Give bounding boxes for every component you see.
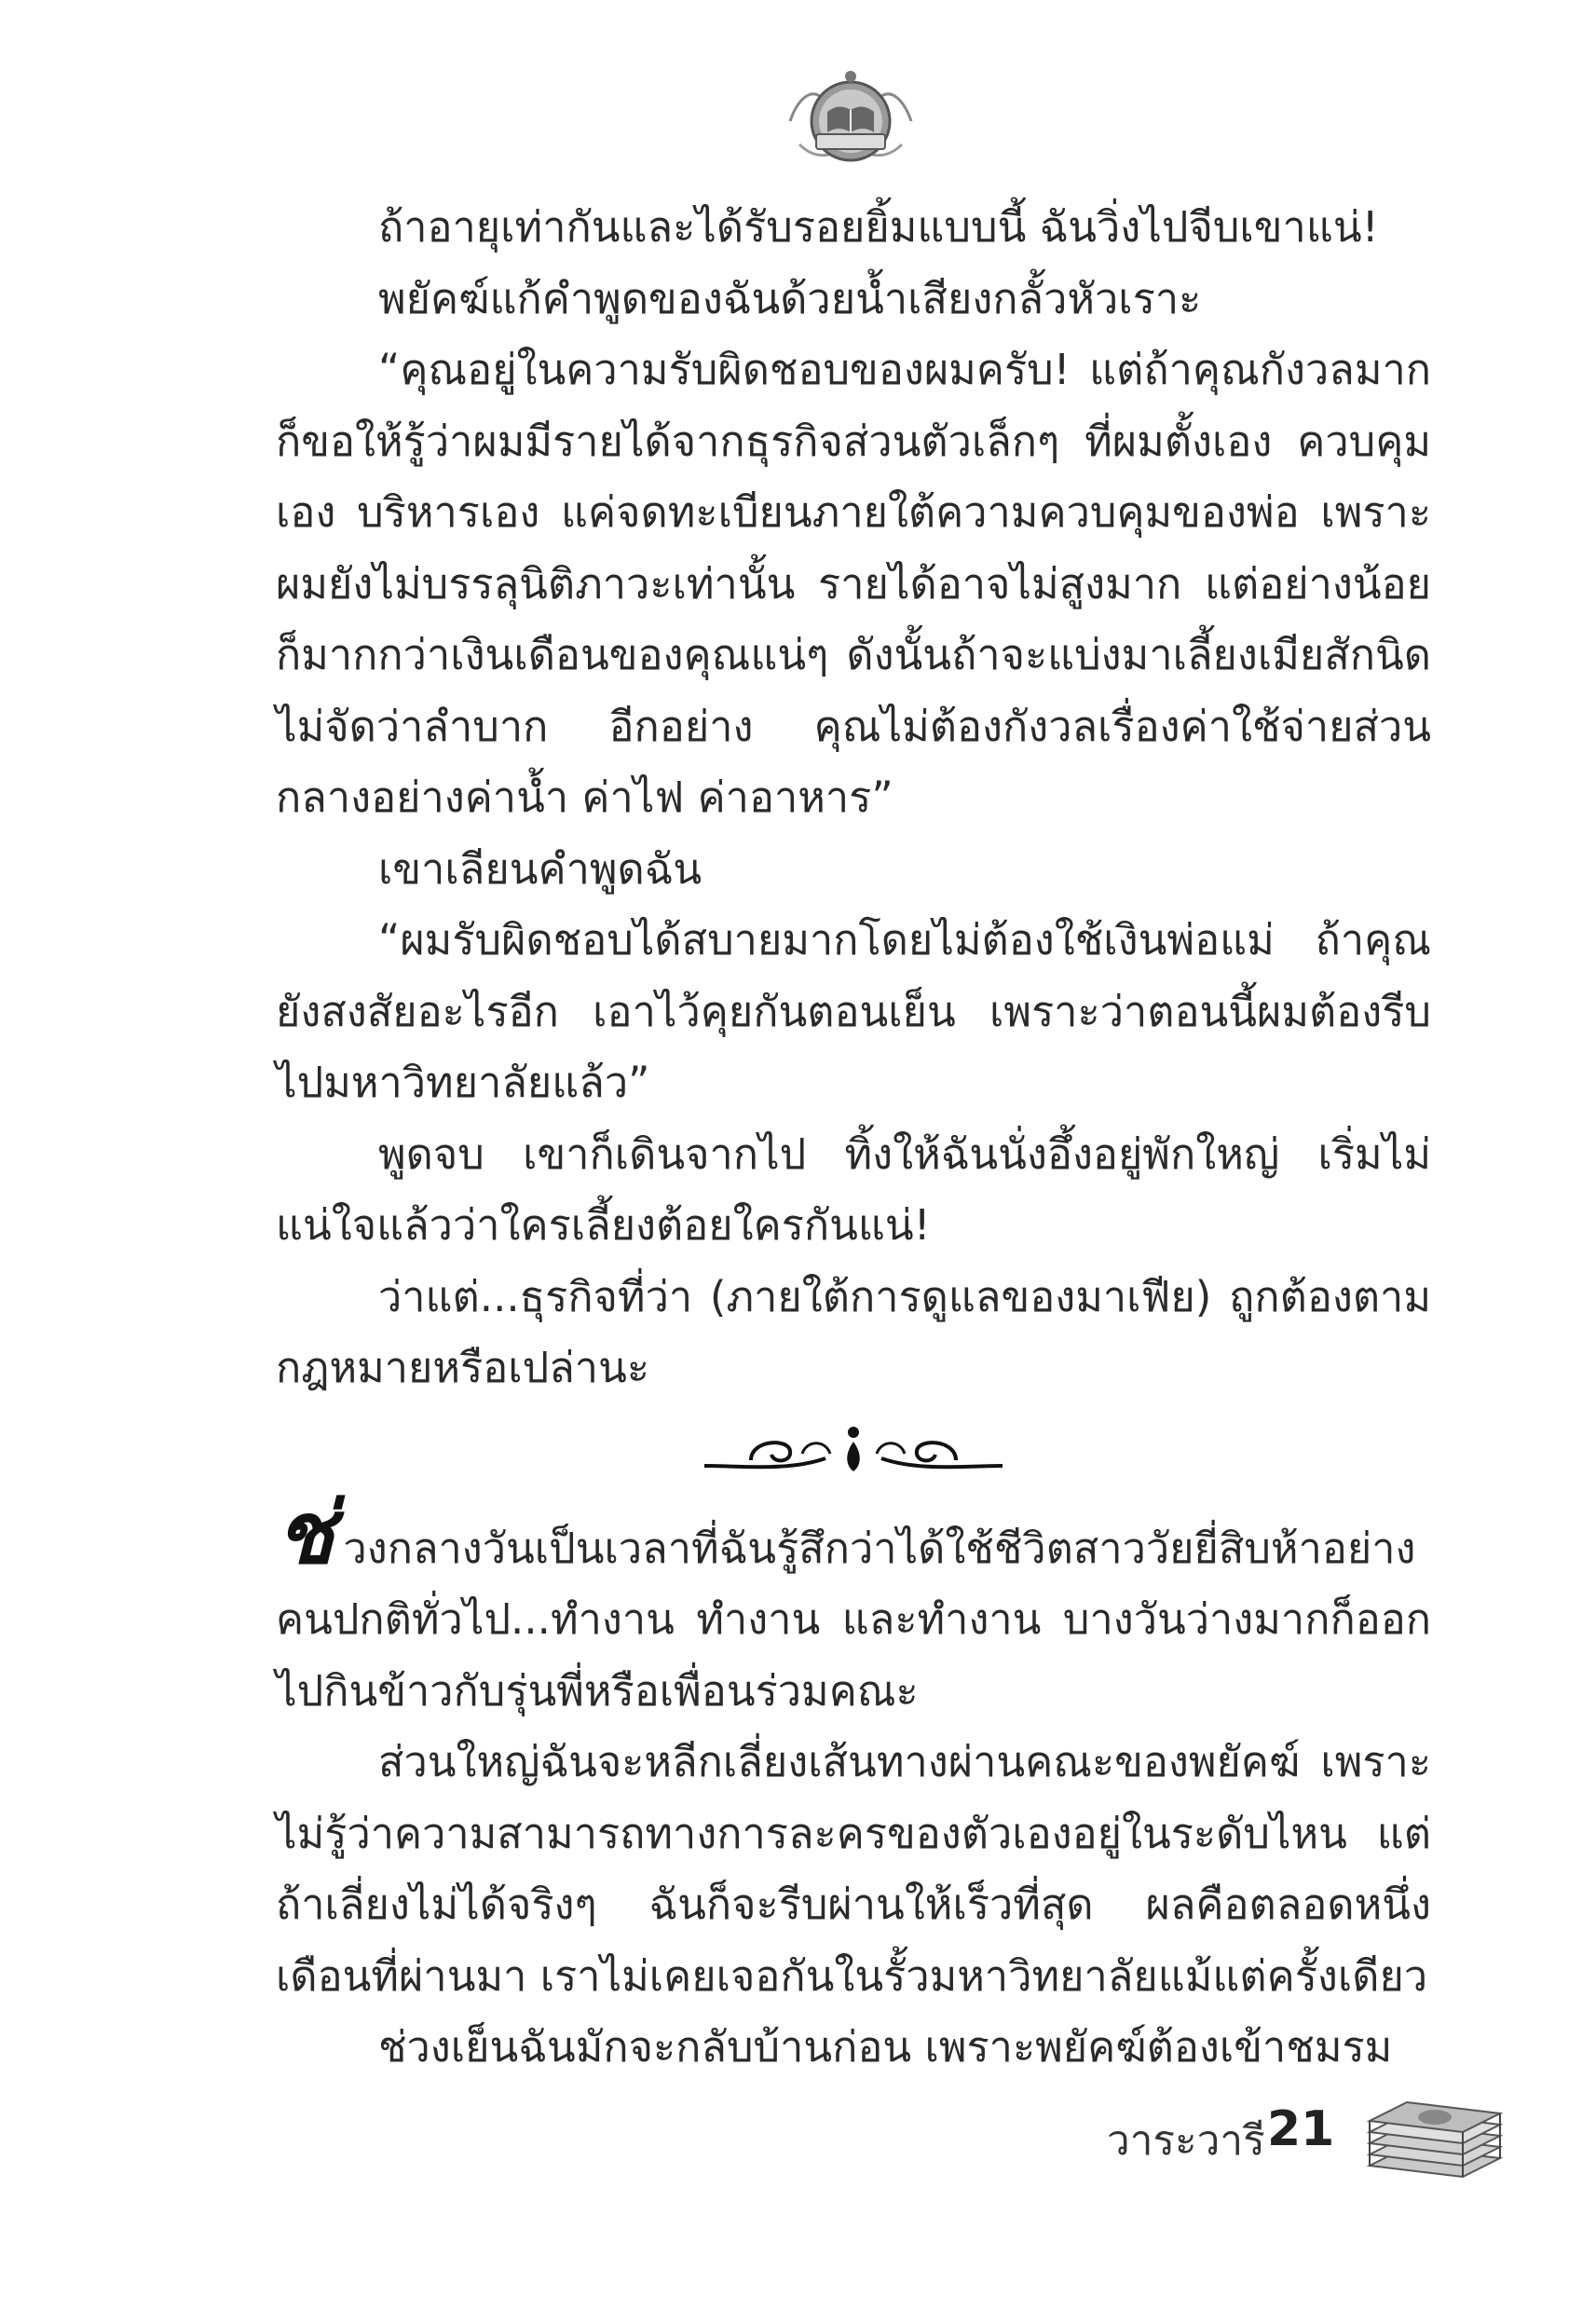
- money-stack-icon: [1360, 2084, 1509, 2186]
- paragraph: ส่วนใหญ่ฉันจะหลีกเลี่ยงเส้นทางผ่านคณะของพยัคฆ์ เพราะไม่รู้ว่าความสามารถทางการละครของตัวเองอยู่ในระดับไหน แต่ถ้าเลี่ยงไม่ได้จริงๆ ฉันก็จะรีบผ่านให้เร็วที่สุด ผลคือตลอดหนึ่งเดือนที่ผ่านมา เราไม่เคยเจอกันในรั้วมหาวิทยาลัยแม้แต่ครั้งเดียว: [276, 1737, 1431, 2001]
- page-number: 21: [1267, 2101, 1335, 2157]
- book-seal-logo-icon: [781, 56, 921, 177]
- footer-book-title: วาระวารี: [1107, 2117, 1265, 2165]
- body-text: [276, 192, 1431, 2084]
- paragraph: “คุณอยู่ในความรับผิดชอบของผมครับ! แต่ถ้าคุณกังวลมาก ก็ขอให้รู้ว่าผมมีรายได้จากธุรกิจส่วนตัวเล็กๆ ที่ผมตั้งเอง ควบคุมเอง บริหารเอง แค่จดทะเบียนภายใต้ความควบคุมของพ่อ เพราะผมยังไม่บรรลุนิติภาวะเท่านั้น รายได้อาจไม่สูงมาก แต่อย่างน้อยก็มากกว่าเงินเดือนของคุณแน่ๆ ดังนั้นถ้าจะแบ่งมาเลี้ยงเมียสักนิดไม่จัดว่าลำบาก อีกอย่าง คุณไม่ต้องกังวลเรื่องค่าใช้จ่ายส่วนกลางอย่างค่าน้ำ ค่าไฟ ค่าอาหาร”: [276, 345, 1431, 822]
- paragraph: พูดจบ เขาก็เดินจากไป ทิ้งให้ฉันนั่งอึ้งอยู่พักใหญ่ เริ่มไม่แน่ใจแล้วว่าใครเลี้ยงต้อยใครกันแน่!: [276, 1128, 1431, 1250]
- dropcap-paragraph: [276, 1482, 1431, 1728]
- paragraph: พยัคฆ์แก้คำพูดของฉันด้วยน้ำเสียงกลั้วหัวเราะ: [378, 273, 1202, 323]
- dropcap-paragraph-text: วงกลางวันเป็นเวลาที่ฉันรู้สึกว่าได้ใช้ชีวิตสาววัยยี่สิบห้าอย่างคนปกติทั่วไป...ทำงาน ทำงาน และทำงาน บางวันว่างมากก็ออกไปกินข้าวกับรุ่นพี่หรือเพื่อนร่วมคณะ: [276, 1523, 1431, 1716]
- paragraph: “ผมรับผิดชอบได้สบายมากโดยไม่ต้องใช้เงินพ่อแม่ ถ้าคุณยังสงสัยอะไรอีก เอาไว้คุยกันตอนเย็น เพราะว่าตอนนี้ผมต้องรีบไปมหาวิทยาลัยแล้ว”: [276, 915, 1431, 1107]
- paragraph: ถ้าอายุเท่ากันและได้รับรอยยิ้มแบบนี้ ฉันวิ่งไปจีบเขาแน่!: [378, 202, 1379, 252]
- dropcap: ช่: [276, 1482, 334, 1583]
- paragraph: ช่วงเย็นฉันมักจะกลับบ้านก่อน เพราะพยัคฆ์ต้องเข้าชมรม: [378, 2022, 1393, 2072]
- paragraph: เขาเลียนคำพูดฉัน: [378, 843, 703, 894]
- paragraph: ว่าแต่...ธุรกิจที่ว่า (ภายใต้การดูแลของมาเฟีย) ถูกต้องตามกฎหมายหรือเปล่านะ: [276, 1271, 1431, 1392]
- section-divider-ornament: [276, 1404, 1431, 1497]
